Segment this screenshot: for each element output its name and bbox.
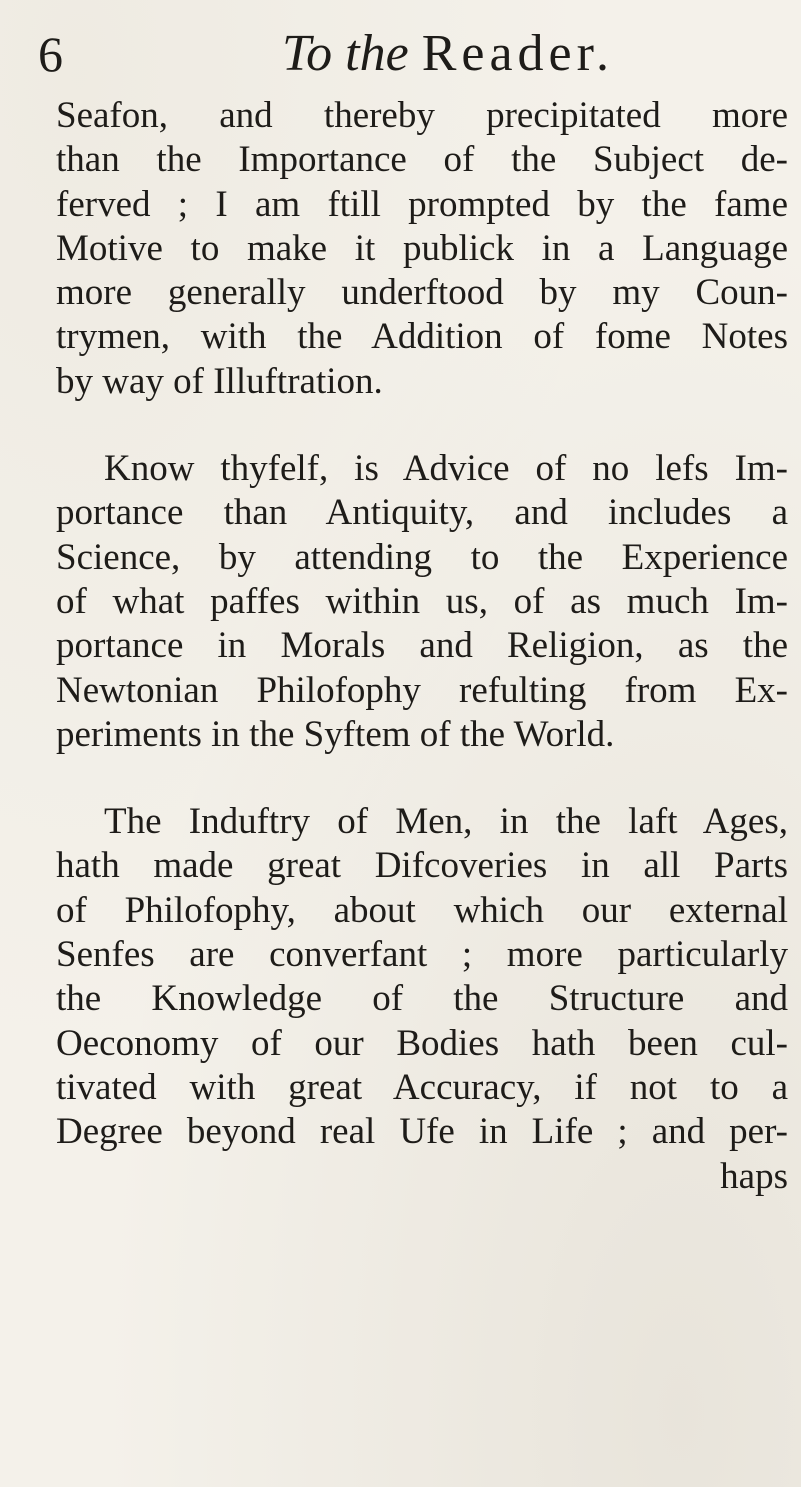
text-line: than the Importance of the Subject de- bbox=[56, 139, 788, 181]
text-line: portance than Antiquity, and includes a bbox=[56, 492, 788, 534]
text-line: more generally underftood by my Coun- bbox=[56, 272, 788, 314]
running-head-italic: To the bbox=[282, 25, 409, 82]
text-line: portance in Morals and Religion, as the bbox=[56, 625, 788, 667]
paragraph-gap bbox=[56, 757, 788, 800]
body-text bbox=[56, 94, 788, 1199]
text-line: Senfes are converfant ; more particularly bbox=[56, 934, 788, 976]
text-line: periments in the Syftem of the World. bbox=[56, 713, 615, 755]
text-line: the Knowledge of the Structure and bbox=[56, 978, 788, 1020]
running-head bbox=[282, 14, 614, 94]
text-line: by way of Illuftration. bbox=[56, 360, 383, 402]
text-line: Degree beyond real Ufe in Life ; and per- bbox=[56, 1111, 788, 1153]
text-line: ferved ; I am ftill prompted by the fame bbox=[56, 183, 788, 225]
text-line: hath made great Difcoveries in all Parts bbox=[56, 845, 788, 887]
running-head-caps: Reader. bbox=[421, 25, 615, 82]
text-line: Science, by attending to the Experience bbox=[56, 536, 788, 578]
text-line: Newtonian Philofophy refulting from Ex- bbox=[56, 669, 788, 711]
text-line: trymen, with the Addition of fome Notes bbox=[56, 316, 788, 358]
text-line: tivated with great Accuracy, if not to a bbox=[56, 1066, 788, 1108]
text-line: Oeconomy of our Bodies hath been cul- bbox=[56, 1022, 788, 1064]
text-line: Motive to make it publick in a Language bbox=[56, 227, 788, 269]
text-line: Seafon, and thereby precipitated more bbox=[56, 95, 788, 136]
page-number: 6 bbox=[38, 26, 63, 82]
paragraph-gap bbox=[56, 404, 788, 447]
text-line: of what paffes within us, of as much Im- bbox=[56, 580, 788, 622]
text-line: The Induftry of Men, in the laft Ages, bbox=[104, 801, 788, 843]
text-line: Know thyfelf, is Advice of no lefs Im- bbox=[104, 448, 788, 490]
text-line: of Philofophy, about which our external bbox=[56, 889, 788, 931]
page-header bbox=[0, 14, 801, 94]
catchword: haps bbox=[720, 1155, 788, 1197]
